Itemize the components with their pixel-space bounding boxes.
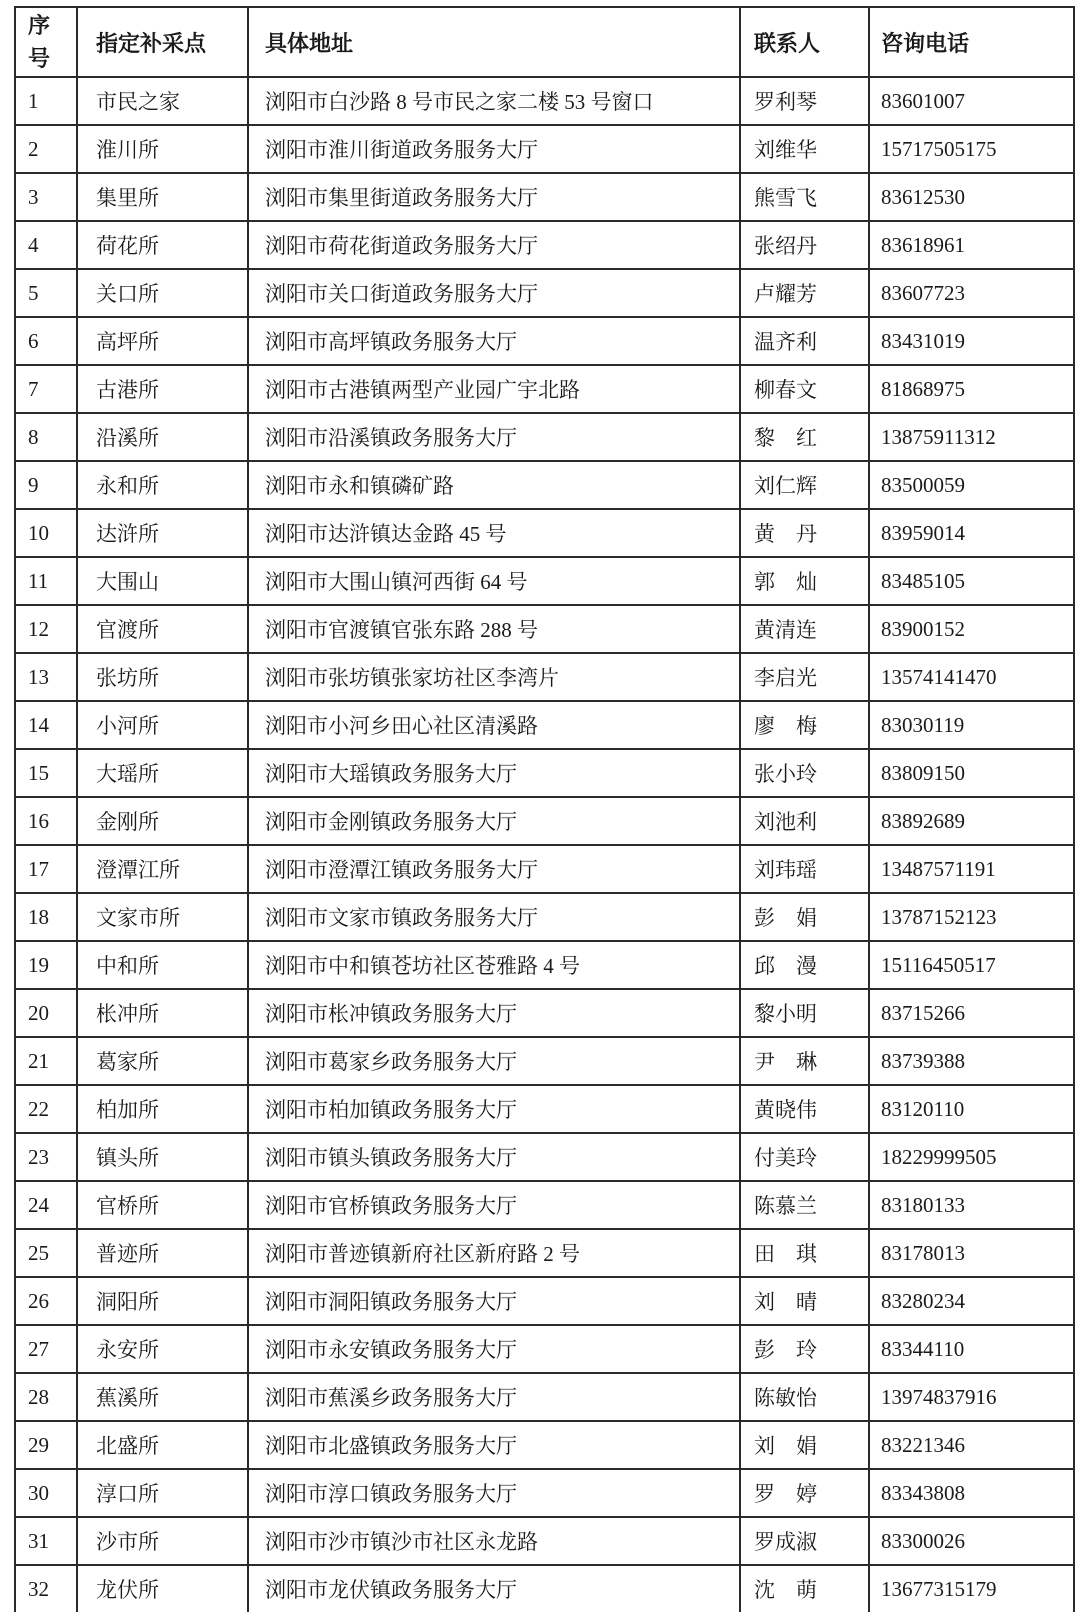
cell-address: 浏阳市蕉溪乡政务服务大厅 [248, 1373, 740, 1421]
cell-seq: 17 [15, 845, 77, 893]
cell-address: 浏阳市龙伏镇政务服务大厅 [248, 1565, 740, 1612]
cell-seq: 16 [15, 797, 77, 845]
cell-address: 浏阳市大瑶镇政务服务大厅 [248, 749, 740, 797]
table-row [15, 413, 1074, 461]
cell-contact: 刘玮瑶 [740, 845, 869, 893]
cell-contact: 黄 丹 [740, 509, 869, 557]
cell-contact: 张绍丹 [740, 221, 869, 269]
cell-seq: 21 [15, 1037, 77, 1085]
cell-address: 浏阳市集里街道政务服务大厅 [248, 173, 740, 221]
cell-site: 张坊所 [77, 653, 248, 701]
cell-phone: 15717505175 [869, 125, 1074, 173]
cell-phone: 83959014 [869, 509, 1074, 557]
cell-contact: 廖 梅 [740, 701, 869, 749]
cell-seq: 15 [15, 749, 77, 797]
table-row [15, 989, 1074, 1037]
cell-address: 浏阳市小河乡田心社区清溪路 [248, 701, 740, 749]
table-row [15, 1373, 1074, 1421]
cell-address: 浏阳市淳口镇政务服务大厅 [248, 1469, 740, 1517]
cell-contact: 李启光 [740, 653, 869, 701]
cell-site: 关口所 [77, 269, 248, 317]
table-row [15, 221, 1074, 269]
table-row [15, 77, 1074, 125]
cell-contact: 黄晓伟 [740, 1085, 869, 1133]
table-row [15, 1181, 1074, 1229]
cell-site: 市民之家 [77, 77, 248, 125]
cell-contact: 刘维华 [740, 125, 869, 173]
cell-phone: 83739388 [869, 1037, 1074, 1085]
col-header-seq [15, 7, 77, 77]
cell-phone: 83607723 [869, 269, 1074, 317]
cell-site: 官渡所 [77, 605, 248, 653]
cell-site: 淮川所 [77, 125, 248, 173]
table-row [15, 653, 1074, 701]
table-row [15, 1325, 1074, 1373]
cell-seq: 9 [15, 461, 77, 509]
cell-site: 沙市所 [77, 1517, 248, 1565]
table-row [15, 1085, 1074, 1133]
cell-contact: 刘 晴 [740, 1277, 869, 1325]
cell-seq: 14 [15, 701, 77, 749]
col-header-site-label: 指定补采点 [96, 30, 207, 56]
table-row [15, 125, 1074, 173]
cell-phone: 83344110 [869, 1325, 1074, 1373]
cell-phone: 83618961 [869, 221, 1074, 269]
cell-address: 浏阳市枨冲镇政务服务大厅 [248, 989, 740, 1037]
cell-contact: 田 琪 [740, 1229, 869, 1277]
cell-seq: 25 [15, 1229, 77, 1277]
cell-site: 葛家所 [77, 1037, 248, 1085]
cell-seq: 12 [15, 605, 77, 653]
cell-site: 镇头所 [77, 1133, 248, 1181]
cell-seq: 13 [15, 653, 77, 701]
cell-site: 永和所 [77, 461, 248, 509]
cell-address: 浏阳市关口街道政务服务大厅 [248, 269, 740, 317]
table-row [15, 173, 1074, 221]
cell-contact: 彭 玲 [740, 1325, 869, 1373]
cell-contact: 黄清连 [740, 605, 869, 653]
cell-phone: 83500059 [869, 461, 1074, 509]
cell-site: 北盛所 [77, 1421, 248, 1469]
cell-seq: 26 [15, 1277, 77, 1325]
table-row [15, 1133, 1074, 1181]
cell-seq: 20 [15, 989, 77, 1037]
cell-seq: 19 [15, 941, 77, 989]
table-row [15, 1277, 1074, 1325]
cell-phone: 83601007 [869, 77, 1074, 125]
cell-address: 浏阳市葛家乡政务服务大厅 [248, 1037, 740, 1085]
cell-phone: 83612530 [869, 173, 1074, 221]
cell-phone: 83343808 [869, 1469, 1074, 1517]
cell-phone: 83809150 [869, 749, 1074, 797]
cell-site: 永安所 [77, 1325, 248, 1373]
cell-contact: 柳春文 [740, 365, 869, 413]
table-row [15, 461, 1074, 509]
cell-site: 达浒所 [77, 509, 248, 557]
table-row [15, 317, 1074, 365]
cell-contact: 尹 琳 [740, 1037, 869, 1085]
cell-phone: 81868975 [869, 365, 1074, 413]
cell-contact: 温齐利 [740, 317, 869, 365]
cell-contact: 罗 婷 [740, 1469, 869, 1517]
cell-seq: 8 [15, 413, 77, 461]
cell-address: 浏阳市永安镇政务服务大厅 [248, 1325, 740, 1373]
cell-seq: 32 [15, 1565, 77, 1612]
header-row [15, 7, 1074, 77]
cell-seq: 4 [15, 221, 77, 269]
cell-phone: 13875911312 [869, 413, 1074, 461]
cell-contact: 刘池利 [740, 797, 869, 845]
cell-contact: 黎 红 [740, 413, 869, 461]
cell-address: 浏阳市沙市镇沙市社区永龙路 [248, 1517, 740, 1565]
cell-contact: 黎小明 [740, 989, 869, 1037]
table-row [15, 701, 1074, 749]
cell-site: 荷花所 [77, 221, 248, 269]
cell-site: 高坪所 [77, 317, 248, 365]
cell-address: 浏阳市高坪镇政务服务大厅 [248, 317, 740, 365]
table-row [15, 797, 1074, 845]
cell-site: 龙伏所 [77, 1565, 248, 1612]
cell-address: 浏阳市古港镇两型产业园广宇北路 [248, 365, 740, 413]
cell-address: 浏阳市淮川街道政务服务大厅 [248, 125, 740, 173]
cell-contact: 罗利琴 [740, 77, 869, 125]
table-row [15, 1229, 1074, 1277]
table-row [15, 845, 1074, 893]
cell-contact: 彭 娟 [740, 893, 869, 941]
cell-phone: 83900152 [869, 605, 1074, 653]
cell-seq: 31 [15, 1517, 77, 1565]
col-header-contact [740, 7, 869, 77]
collection-points-table [14, 6, 1075, 1612]
cell-seq: 5 [15, 269, 77, 317]
cell-phone: 83280234 [869, 1277, 1074, 1325]
cell-address: 浏阳市大围山镇河西街 64 号 [248, 557, 740, 605]
cell-seq: 22 [15, 1085, 77, 1133]
cell-seq: 30 [15, 1469, 77, 1517]
cell-contact: 刘 娟 [740, 1421, 869, 1469]
cell-site: 沿溪所 [77, 413, 248, 461]
col-header-seq-label: 序号 [28, 13, 51, 71]
cell-phone: 83300026 [869, 1517, 1074, 1565]
table-row [15, 749, 1074, 797]
cell-site: 官桥所 [77, 1181, 248, 1229]
cell-site: 洞阳所 [77, 1277, 248, 1325]
cell-phone: 83485105 [869, 557, 1074, 605]
cell-site: 古港所 [77, 365, 248, 413]
cell-address: 浏阳市普迹镇新府社区新府路 2 号 [248, 1229, 740, 1277]
cell-address: 浏阳市达浒镇达金路 45 号 [248, 509, 740, 557]
col-header-address [248, 7, 740, 77]
cell-phone: 83892689 [869, 797, 1074, 845]
cell-address: 浏阳市永和镇磷矿路 [248, 461, 740, 509]
cell-seq: 28 [15, 1373, 77, 1421]
col-header-phone-label: 咨询电话 [881, 30, 970, 56]
cell-seq: 11 [15, 557, 77, 605]
cell-phone: 83180133 [869, 1181, 1074, 1229]
cell-contact: 罗成淑 [740, 1517, 869, 1565]
cell-address: 浏阳市澄潭江镇政务服务大厅 [248, 845, 740, 893]
table-row [15, 1469, 1074, 1517]
cell-phone: 13574141470 [869, 653, 1074, 701]
cell-contact: 付美玲 [740, 1133, 869, 1181]
cell-address: 浏阳市中和镇苍坊社区苍雅路 4 号 [248, 941, 740, 989]
cell-address: 浏阳市文家市镇政务服务大厅 [248, 893, 740, 941]
table-row [15, 557, 1074, 605]
cell-site: 柏加所 [77, 1085, 248, 1133]
cell-seq: 23 [15, 1133, 77, 1181]
cell-seq: 7 [15, 365, 77, 413]
cell-site: 中和所 [77, 941, 248, 989]
cell-contact: 卢耀芳 [740, 269, 869, 317]
cell-phone: 13677315179 [869, 1565, 1074, 1612]
cell-site: 枨冲所 [77, 989, 248, 1037]
cell-site: 小河所 [77, 701, 248, 749]
cell-address: 浏阳市白沙路 8 号市民之家二楼 53 号窗口 [248, 77, 740, 125]
table-row [15, 1517, 1074, 1565]
cell-site: 大瑶所 [77, 749, 248, 797]
cell-contact: 陈敏怡 [740, 1373, 869, 1421]
cell-site: 金刚所 [77, 797, 248, 845]
col-header-address-label: 具体地址 [265, 30, 354, 56]
cell-site: 集里所 [77, 173, 248, 221]
col-header-site [77, 7, 248, 77]
cell-contact: 郭 灿 [740, 557, 869, 605]
cell-seq: 10 [15, 509, 77, 557]
cell-phone: 83431019 [869, 317, 1074, 365]
col-header-contact-label: 联系人 [754, 30, 821, 56]
cell-phone: 13787152123 [869, 893, 1074, 941]
table-row [15, 365, 1074, 413]
cell-phone: 83120110 [869, 1085, 1074, 1133]
cell-site: 淳口所 [77, 1469, 248, 1517]
table-row [15, 941, 1074, 989]
cell-site: 大围山 [77, 557, 248, 605]
cell-phone: 13974837916 [869, 1373, 1074, 1421]
cell-seq: 27 [15, 1325, 77, 1373]
cell-address: 浏阳市镇头镇政务服务大厅 [248, 1133, 740, 1181]
cell-address: 浏阳市沿溪镇政务服务大厅 [248, 413, 740, 461]
cell-phone: 83178013 [869, 1229, 1074, 1277]
table-row [15, 1037, 1074, 1085]
cell-site: 普迹所 [77, 1229, 248, 1277]
col-header-phone [869, 7, 1074, 77]
table-row [15, 605, 1074, 653]
cell-seq: 18 [15, 893, 77, 941]
cell-address: 浏阳市官桥镇政务服务大厅 [248, 1181, 740, 1229]
cell-contact: 邱 漫 [740, 941, 869, 989]
cell-address: 浏阳市洞阳镇政务服务大厅 [248, 1277, 740, 1325]
cell-address: 浏阳市柏加镇政务服务大厅 [248, 1085, 740, 1133]
cell-contact: 沈 萌 [740, 1565, 869, 1612]
cell-address: 浏阳市官渡镇官张东路 288 号 [248, 605, 740, 653]
cell-seq: 29 [15, 1421, 77, 1469]
cell-seq: 6 [15, 317, 77, 365]
table-row [15, 509, 1074, 557]
cell-contact: 刘仁辉 [740, 461, 869, 509]
table-row [15, 1421, 1074, 1469]
cell-phone: 83221346 [869, 1421, 1074, 1469]
cell-phone: 18229999505 [869, 1133, 1074, 1181]
table-row [15, 1565, 1074, 1612]
cell-site: 蕉溪所 [77, 1373, 248, 1421]
cell-phone: 83030119 [869, 701, 1074, 749]
cell-seq: 2 [15, 125, 77, 173]
table-row [15, 893, 1074, 941]
cell-phone: 15116450517 [869, 941, 1074, 989]
cell-phone: 13487571191 [869, 845, 1074, 893]
cell-contact: 张小玲 [740, 749, 869, 797]
cell-seq: 1 [15, 77, 77, 125]
cell-site: 澄潭江所 [77, 845, 248, 893]
cell-contact: 陈慕兰 [740, 1181, 869, 1229]
cell-seq: 24 [15, 1181, 77, 1229]
cell-address: 浏阳市北盛镇政务服务大厅 [248, 1421, 740, 1469]
table-row [15, 269, 1074, 317]
cell-contact: 熊雪飞 [740, 173, 869, 221]
cell-seq: 3 [15, 173, 77, 221]
cell-address: 浏阳市金刚镇政务服务大厅 [248, 797, 740, 845]
cell-phone: 83715266 [869, 989, 1074, 1037]
cell-address: 浏阳市荷花街道政务服务大厅 [248, 221, 740, 269]
cell-site: 文家市所 [77, 893, 248, 941]
cell-address: 浏阳市张坊镇张家坊社区李湾片 [248, 653, 740, 701]
